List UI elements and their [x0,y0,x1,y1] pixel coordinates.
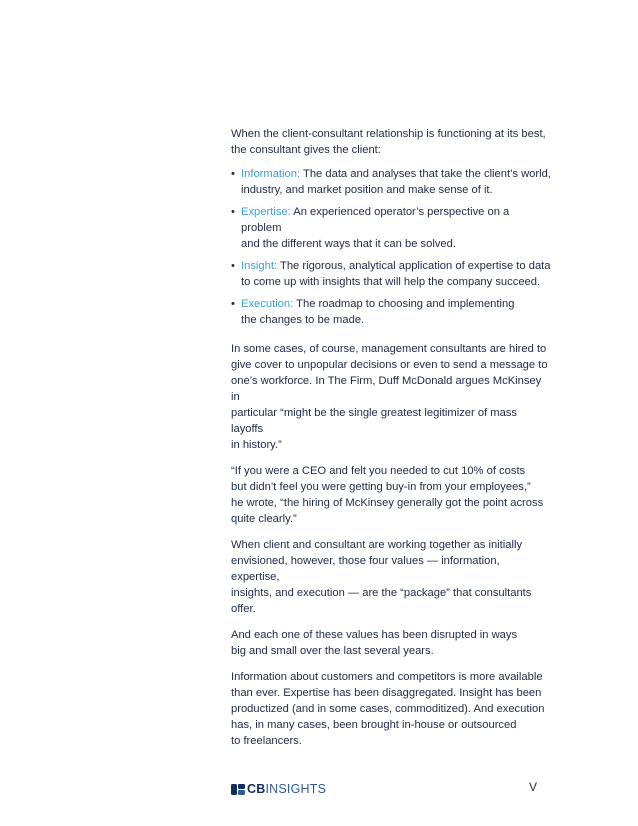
paragraph-line: And each one of these values has been disrupted in ways [231,629,518,641]
logo-wordmark [247,782,326,796]
paragraph-line: productized (and in some cases, commoditized). And execution [231,703,545,715]
paragraph-line: Information about customers and competitors is more available [231,671,543,683]
list-item-insight [231,258,551,290]
item-line: and the different ways that it can be solved. [241,238,456,250]
paragraph-line: has, in many cases, been brought in-house or outsourced [231,719,517,731]
item-line: industry, and market position and make sense of it. [241,184,493,196]
paragraph-line: than ever. Expertise has been disaggregated. Insight has been [231,687,542,699]
list-item-information [231,166,551,198]
term-label: Insight: [241,260,278,272]
paragraph-disrupted [231,627,551,659]
paragraph-line: In some cases, of course, management consultants are hired to [231,343,547,355]
item-line: An experienced operator’s perspective on a problem [241,206,510,234]
list-item-execution [231,296,551,328]
item-line: The roadmap to choosing and implementing [296,298,515,310]
item-line: The data and analyses that take the client’s world, [302,168,551,180]
intro-line: When the client-consultant relationship is functioning at its best, [231,128,546,140]
paragraph-line: big and small over the last several years. [231,645,434,657]
bullet-icon: • [231,298,235,310]
paragraph-line: but didn’t feel you were getting buy-in from your employees,” [231,481,531,493]
paragraph-line: he wrote, “the hiring of McKinsey generally got the point across [231,497,544,509]
term-label: Information: [241,168,301,180]
bullet-icon: • [231,206,235,218]
paragraph-layoffs [231,341,551,453]
logo-text-bold: CB [247,782,266,796]
paragraph-line: envisioned, however, those four values — information, expertise, [231,555,500,583]
paragraph-line: When client and consultant are working together as initially [231,539,523,551]
paragraph-line: to freelancers. [231,735,302,747]
paragraph-quote [231,463,551,527]
logo-text-light: INSIGHTS [265,782,327,796]
paragraph-line: insights, and execution — are the “package” that consultants offer. [231,587,532,615]
cb-insights-logo [231,782,326,796]
cb-insights-logo-icon [231,784,245,795]
paragraph-line: in history.” [231,439,282,451]
bullet-icon: • [231,260,235,272]
paragraph-line: particular “might be the single greatest legitimizer of mass layoffs [231,407,518,435]
paragraph-line: quite clearly.” [231,513,297,525]
term-label: Execution: [241,298,294,310]
intro-paragraph [231,126,551,158]
paragraph-information [231,669,551,749]
item-line: The rigorous, analytical application of expertise to data [279,260,551,272]
paragraph-line: give cover to unpopular decisions or even to send a message to [231,359,548,371]
document-body [231,126,551,759]
term-label: Expertise: [241,206,291,218]
paragraph-line: “If you were a CEO and felt you needed to cut 10% of costs [231,465,526,477]
item-line: the changes to be made. [241,314,365,326]
values-list [231,166,551,328]
paragraph-package [231,537,551,617]
paragraph-line: one’s workforce. In The Firm, Duff McDonald argues McKinsey in [231,375,542,403]
page-number: V [529,780,538,794]
list-item-expertise [231,204,551,252]
bullet-icon: • [231,168,235,180]
item-line: to come up with insights that will help the company succeed. [241,276,541,288]
intro-line: the consultant gives the client: [231,144,381,156]
